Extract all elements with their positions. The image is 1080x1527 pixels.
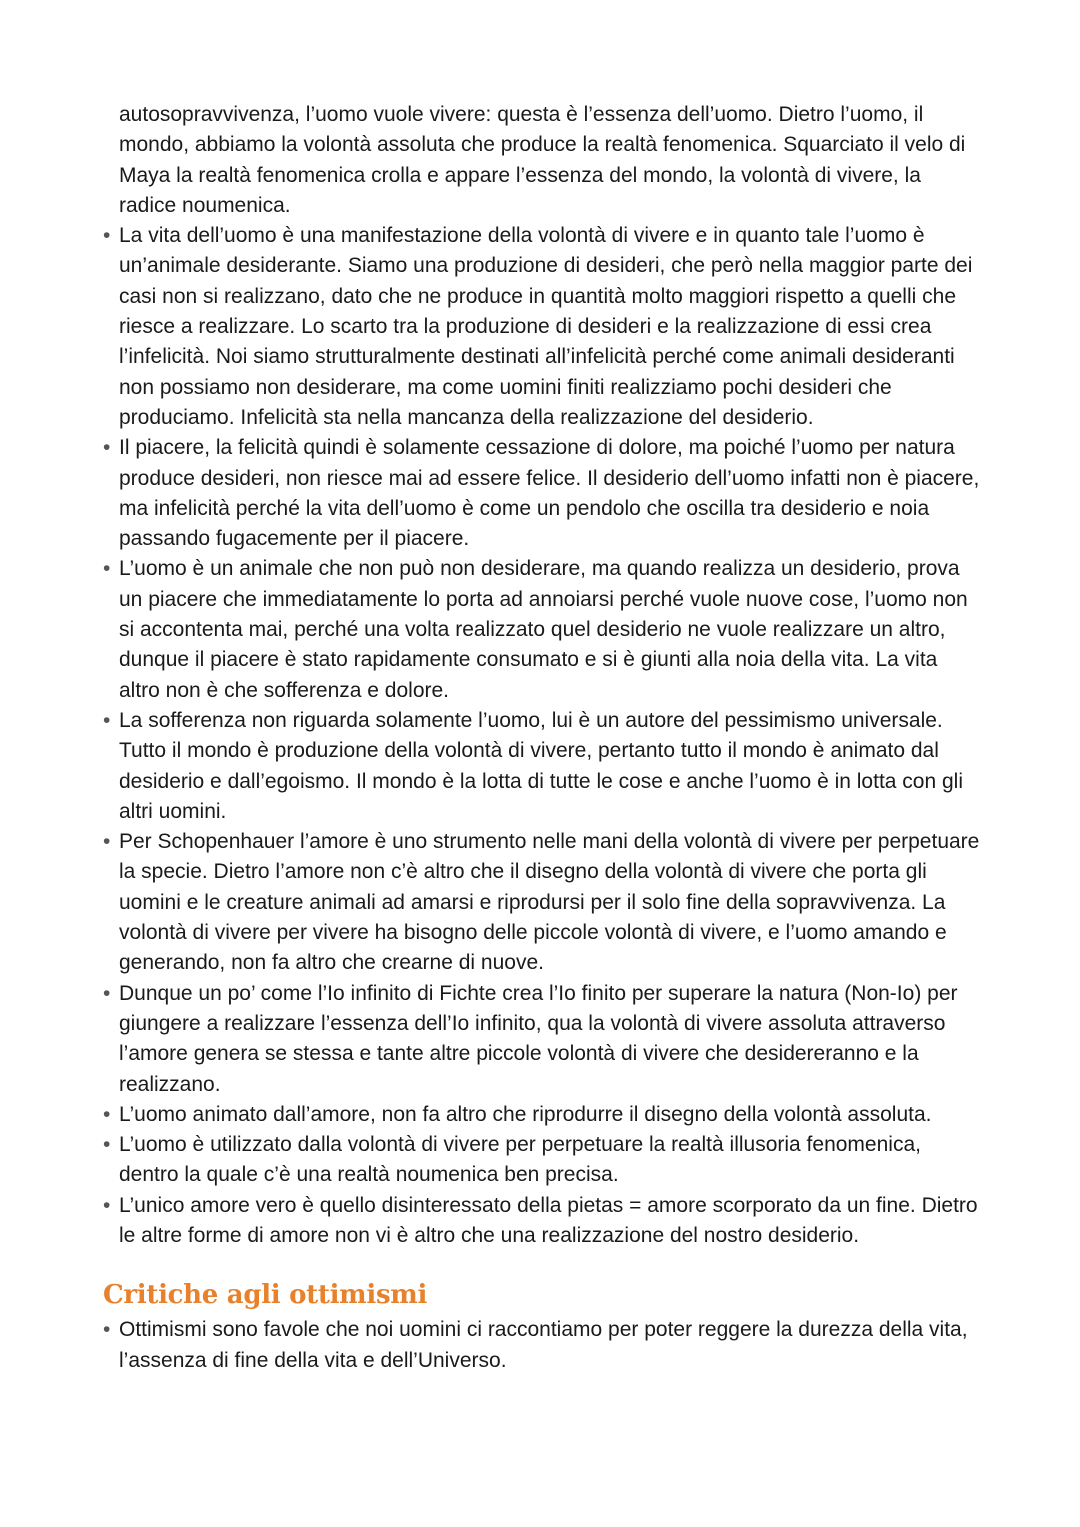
bullet-icon: • [103,436,111,460]
list-item-text: Il piacere, la felicità quindi è solamente cessazione di dolore, ma poiché l’uomo per natura produce desideri, non riesce mai ad essere felice. Il desiderio dell’uomo infatti non è piacere, ma infelicità perché la vita dell’uomo è come un pendolo che oscilla tra desiderio e noia passando fugacemente per il piacere. [119,436,980,551]
list-item [103,1191,983,1252]
list-item [103,1130,983,1191]
list-item-text: La vita dell’uomo è una manifestazione della volontà di vivere e in quanto tale l’uomo è un’animale desiderante. Siamo una produzione di desideri, che però nella maggior parte dei casi non si realizzano, dato che ne produce in quantità molto maggiori rispetto a quelli che riesce a realizzare. Lo scarto tra la produzione di desideri e la realizzazione di essi crea l’infelicità. Noi siamo strutturalmente destinati all’infelicità perché come animali desideranti non possiamo non desiderare, ma come uomini finiti realizziamo pochi desideri che produciamo. Infelicità sta nella mancanza della realizzazione del desiderio. [119,224,973,429]
list-item-text: L’uomo è un animale che non può non desiderare, ma quando realizza un desiderio, prova un piacere che immediatamente lo porta ad annoiarsi perché vuole nuove cose, l’uomo non si accontenta mai, perché una volta realizzato quel desiderio ne vuole realizzare un altro, dunque il piacere è stato rapidamente consumato e si è giunti alla noia della vita. La vita altro non è che sofferenza e dolore. [119,557,968,702]
section-heading: Critiche agli ottimismi [103,1280,428,1311]
list-item-text: L’unico amore vero è quello disinteressato della pietas = amore scorporato da un fine. Dietro le altre forme di amore non vi è altro che una realizzazione del nostro desiderio. [119,1193,978,1247]
list-item [103,221,983,433]
list-item [103,706,983,827]
bullet-icon: • [103,557,111,581]
list-item-text: Dunque un po’ come l’Io infinito di Fichte crea l’Io finito per superare la natura (Non-Io) per giungere a realizzare l’essenza dell’Io infinito, qua la volontà di vivere assoluta attraverso l’amore genera se stessa e tante altre piccole volontà di vivere che desidereranno e la realizzano. [119,981,958,1096]
bullet-icon: • [103,224,111,248]
list-item-text: L’uomo è utilizzato dalla volontà di vivere per perpetuare la realtà illusoria fenomenica, dentro la quale c’è una realtà noumenica ben precisa. [119,1133,921,1187]
section-bullet-list [103,1315,983,1376]
list-item [103,433,983,554]
document-body [103,100,983,1376]
list-item-text: Ottimismi sono favole che noi uomini ci raccontiamo per poter reggere la durezza della vita, l’assenza di fine della vita e dell’Universo. [119,1318,968,1372]
list-item [103,1315,983,1376]
bullet-icon: • [103,708,111,732]
bullet-icon: • [103,1133,111,1157]
list-item [103,554,983,705]
bullet-icon: • [103,830,111,854]
list-item [103,979,983,1100]
bullet-icon: • [103,1318,111,1342]
bullet-icon: • [103,1102,111,1126]
bullet-icon: • [103,1193,111,1217]
list-item [103,1100,983,1130]
list-item [103,827,983,978]
list-item-text: L’uomo animato dall’amore, non fa altro che riprodurre il disegno della volontà assoluta. [119,1102,932,1126]
intro-paragraph: autosopravvivenza, l’uomo vuole vivere: questa è l’essenza dell’uomo. Dietro l’uomo, il mondo, abbiamo la volontà assoluta che produce la realtà fenomenica. Squarciato il velo di Maya la realtà fenomenica crolla e appare l’essenza del mondo, la volontà di vivere, la radice noumenica. [119,103,966,217]
list-item-text: Per Schopenhauer l’amore è uno strumento nelle mani della volontà di vivere per perpetuare la specie. Dietro l’amore non c’è altro che il disegno della volontà di vivere che porta gli uomini e le creature animali ad amarsi e riprodursi per il solo fine della sopravvivenza. La volontà di vivere per vivere ha bisogno delle piccole volontà di vivere, e l’uomo amando e generando, non fa altro che crearne di nuove. [119,830,980,975]
list-item-text: La sofferenza non riguarda solamente l’uomo, lui è un autore del pessimismo universale. Tutto il mondo è produzione della volontà di vivere, pertanto tutto il mondo è animato dal desiderio e dall’egoismo. Il mondo è la lotta di tutte le cose e anche l’uomo è in lotta con gli altri uomini. [119,708,963,823]
bullet-icon: • [103,981,111,1005]
bullet-list [103,221,983,1251]
